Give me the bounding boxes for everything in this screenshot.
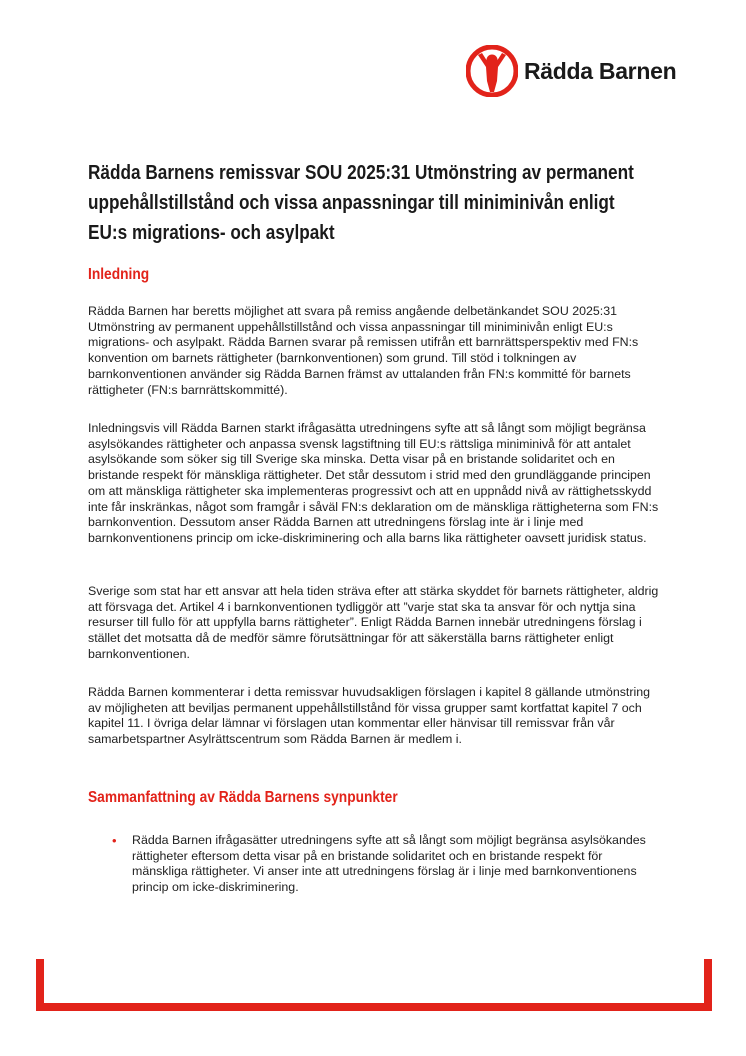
- section-heading-inledning: Inledning: [88, 266, 150, 283]
- footer-decoration: [36, 959, 712, 1011]
- document-title: Rädda Barnens remissvar SOU 2025:31 Utmönstring av permanent uppehållstillstånd och vissa anpassningar till miniminivån enligt EU:s migrations- och asylpakt: [88, 162, 634, 244]
- child-with-raised-arms-icon: [466, 45, 518, 97]
- logo: [466, 42, 676, 100]
- section-heading-sammanfattning: Sammanfattning av Rädda Barnens synpunkter: [88, 789, 398, 806]
- list-item-text: Rädda Barnen ifrågasätter utredningens syfte att så långt som möjligt begränsa asylsökandes rättigheter eftersom detta visar på en bristande solidaritet och en bristande respekt för mänskliga rättigheter. Vi anser inte att utredningens förslag är i linje med barnkonventionens princip om icke-diskriminering.: [132, 833, 646, 895]
- summary-bullet-list: [108, 833, 654, 896]
- paragraph: Inledningsvis vill Rädda Barnen starkt ifrågasätta utredningens syfte att så långt som möjligt begränsa asylsökandes rättigheter och anpassa svensk lagstiftning till EU:s rättsliga miniminivå för att antalet asylsökande som söker sig till Sverige ska minska. Detta visar på en bristande solidaritet och en bristande respekt för mänskliga rättigheter. Det står dessutom i strid med den grundläggande principen om att mänskliga rättigheter ska implementeras progressivt och att en uppnådd nivå av rättighetsskydd inte får inskränkas, något som framgår i såväl FN:s deklaration om de mänskliga rättigheterna som FN:s barnkonvention. Dessutom anser Rädda Barnen att utredningens förslag inte är i linje med barnkonventionens princip om icke-diskriminering och alla barns lika rättigheter oavsett juridisk status.: [88, 421, 659, 545]
- list-item: [108, 833, 654, 896]
- paragraph: Rädda Barnen har beretts möjlighet att svara på remiss angående delbetänkandet SOU 2025:31 Utmönstring av permanent uppehållstillstånd och vissa anpassningar till miniminivån enligt EU:s migrations- och asylpakt. Rädda Barnen svarar på remissen utifrån ett barnrättsperspektiv med FN:s konvention om barnets rättigheter (barnkonventionen) som grund. Till stöd i tolkningen av barnkonventionen använder sig Rädda Barnen främst av uttalanden från FN:s kommitté för barnets rättigheter (FN:s barnrättskommitté).: [88, 304, 639, 397]
- paragraph: Sverige som stat har ett ansvar att hela tiden sträva efter att stärka skyddet för barnets rättigheter, aldrig att försvaga det. Artikel 4 i barnkonventionen tydliggör att ”varje stat ska ta ansvar för och nyttja sina resurser till fullo för att uppfylla barns rättigheter”. Enligt Rädda Barnen innebär utredningens förslag i stället det motsatta då de medför sämre förutsättningar för att säkerställa barns rättigheter enligt barnkonventionen.: [88, 584, 659, 661]
- paragraph: Rädda Barnen kommenterar i detta remissvar huvudsakligen förslagen i kapitel 8 gällande utmönstring av möjligheten att beviljas permanent uppehållstillstånd för vissa grupper samt kortfattat kapitel 7 och kapitel 11. I övriga delar lämnar vi förslagen utan kommentar eller hänvisar till remissvar från vår samarbetspartner Asylrättscentrum som Rädda Barnen är medlem i.: [88, 685, 651, 747]
- bullet-icon: •: [112, 833, 117, 848]
- logo-text: Rädda Barnen: [524, 57, 677, 84]
